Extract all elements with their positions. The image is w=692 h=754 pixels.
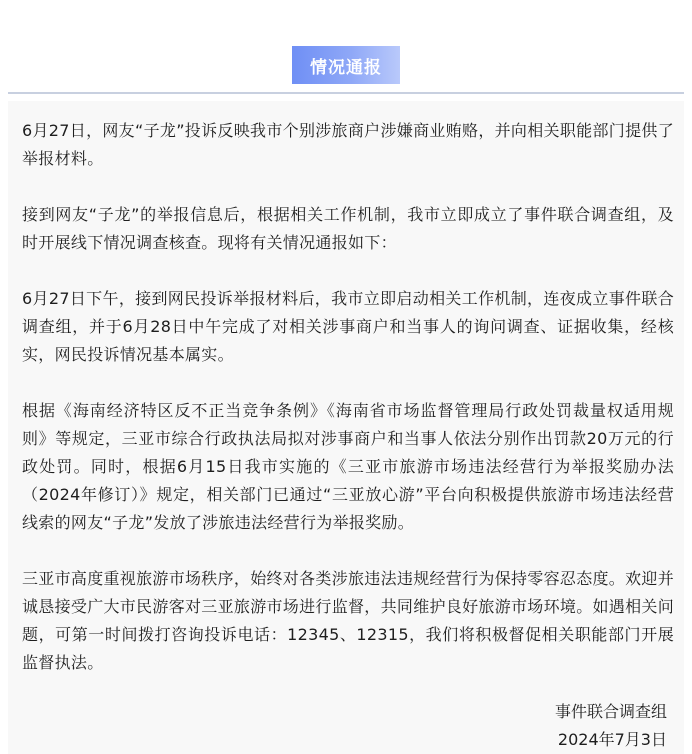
paragraph-penalty-reward: 根据《海南经济特区反不正当竞争条例》《海南省市场监督管理局行政处罚裁量权适用规则》等规定，三亚市综合行政执法局拟对涉事商户和当事人依法分别作出罚款20万元的行政处罚。同时，根据6月15日我市实施的《三亚市旅游市场违法经营行为举报奖励办法（2024年修订）》规定，相关部门已通过“三亚放心游”平台向积极提供旅游市场违法经营线索的网友“子龙”发放了涉旅违法经营行为举报奖励。 xyxy=(22,401,674,532)
notice-content-box xyxy=(8,101,684,754)
signature-block xyxy=(555,698,667,754)
signature-date: 2024年7月3日 xyxy=(557,730,667,749)
notice-title-badge: 情况通报 xyxy=(292,46,400,84)
paragraph-hotline: 三亚市高度重视旅游市场秩序，始终对各类涉旅违法违规经营行为保持零容忍态度。欢迎并诚恳接受广大市民游客对三亚旅游市场进行监督，共同维护良好旅游市场环境。如遇相关问题，可第一时间拨打咨询投诉电话：12345、12315，我们将积极督促相关职能部门开展监督执法。 xyxy=(22,569,675,672)
paragraph-complaint: 6月27日，网友“子龙”投诉反映我市个别涉旅商户涉嫌商业贿赂，并向相关职能部门提供了举报材料。 xyxy=(22,121,674,168)
notice-body xyxy=(22,117,674,705)
paragraph-findings: 6月27日下午，接到网民投诉举报材料后，我市立即启动相关工作机制，连夜成立事件联合调查组，并于6月28日中午完成了对相关涉事商户和当事人的询问调查、证据收集，经核实，网民投诉情况基本属实。 xyxy=(22,289,674,364)
signature-organization: 事件联合调查组 xyxy=(554,702,667,721)
title-area xyxy=(0,46,692,84)
paragraph-investigation-start: 接到网友“子龙”的举报信息后，根据相关工作机制，我市立即成立了事件联合调查组，及时开展线下情况调查核查。现将有关情况通报如下： xyxy=(22,205,674,252)
title-divider xyxy=(8,92,684,94)
